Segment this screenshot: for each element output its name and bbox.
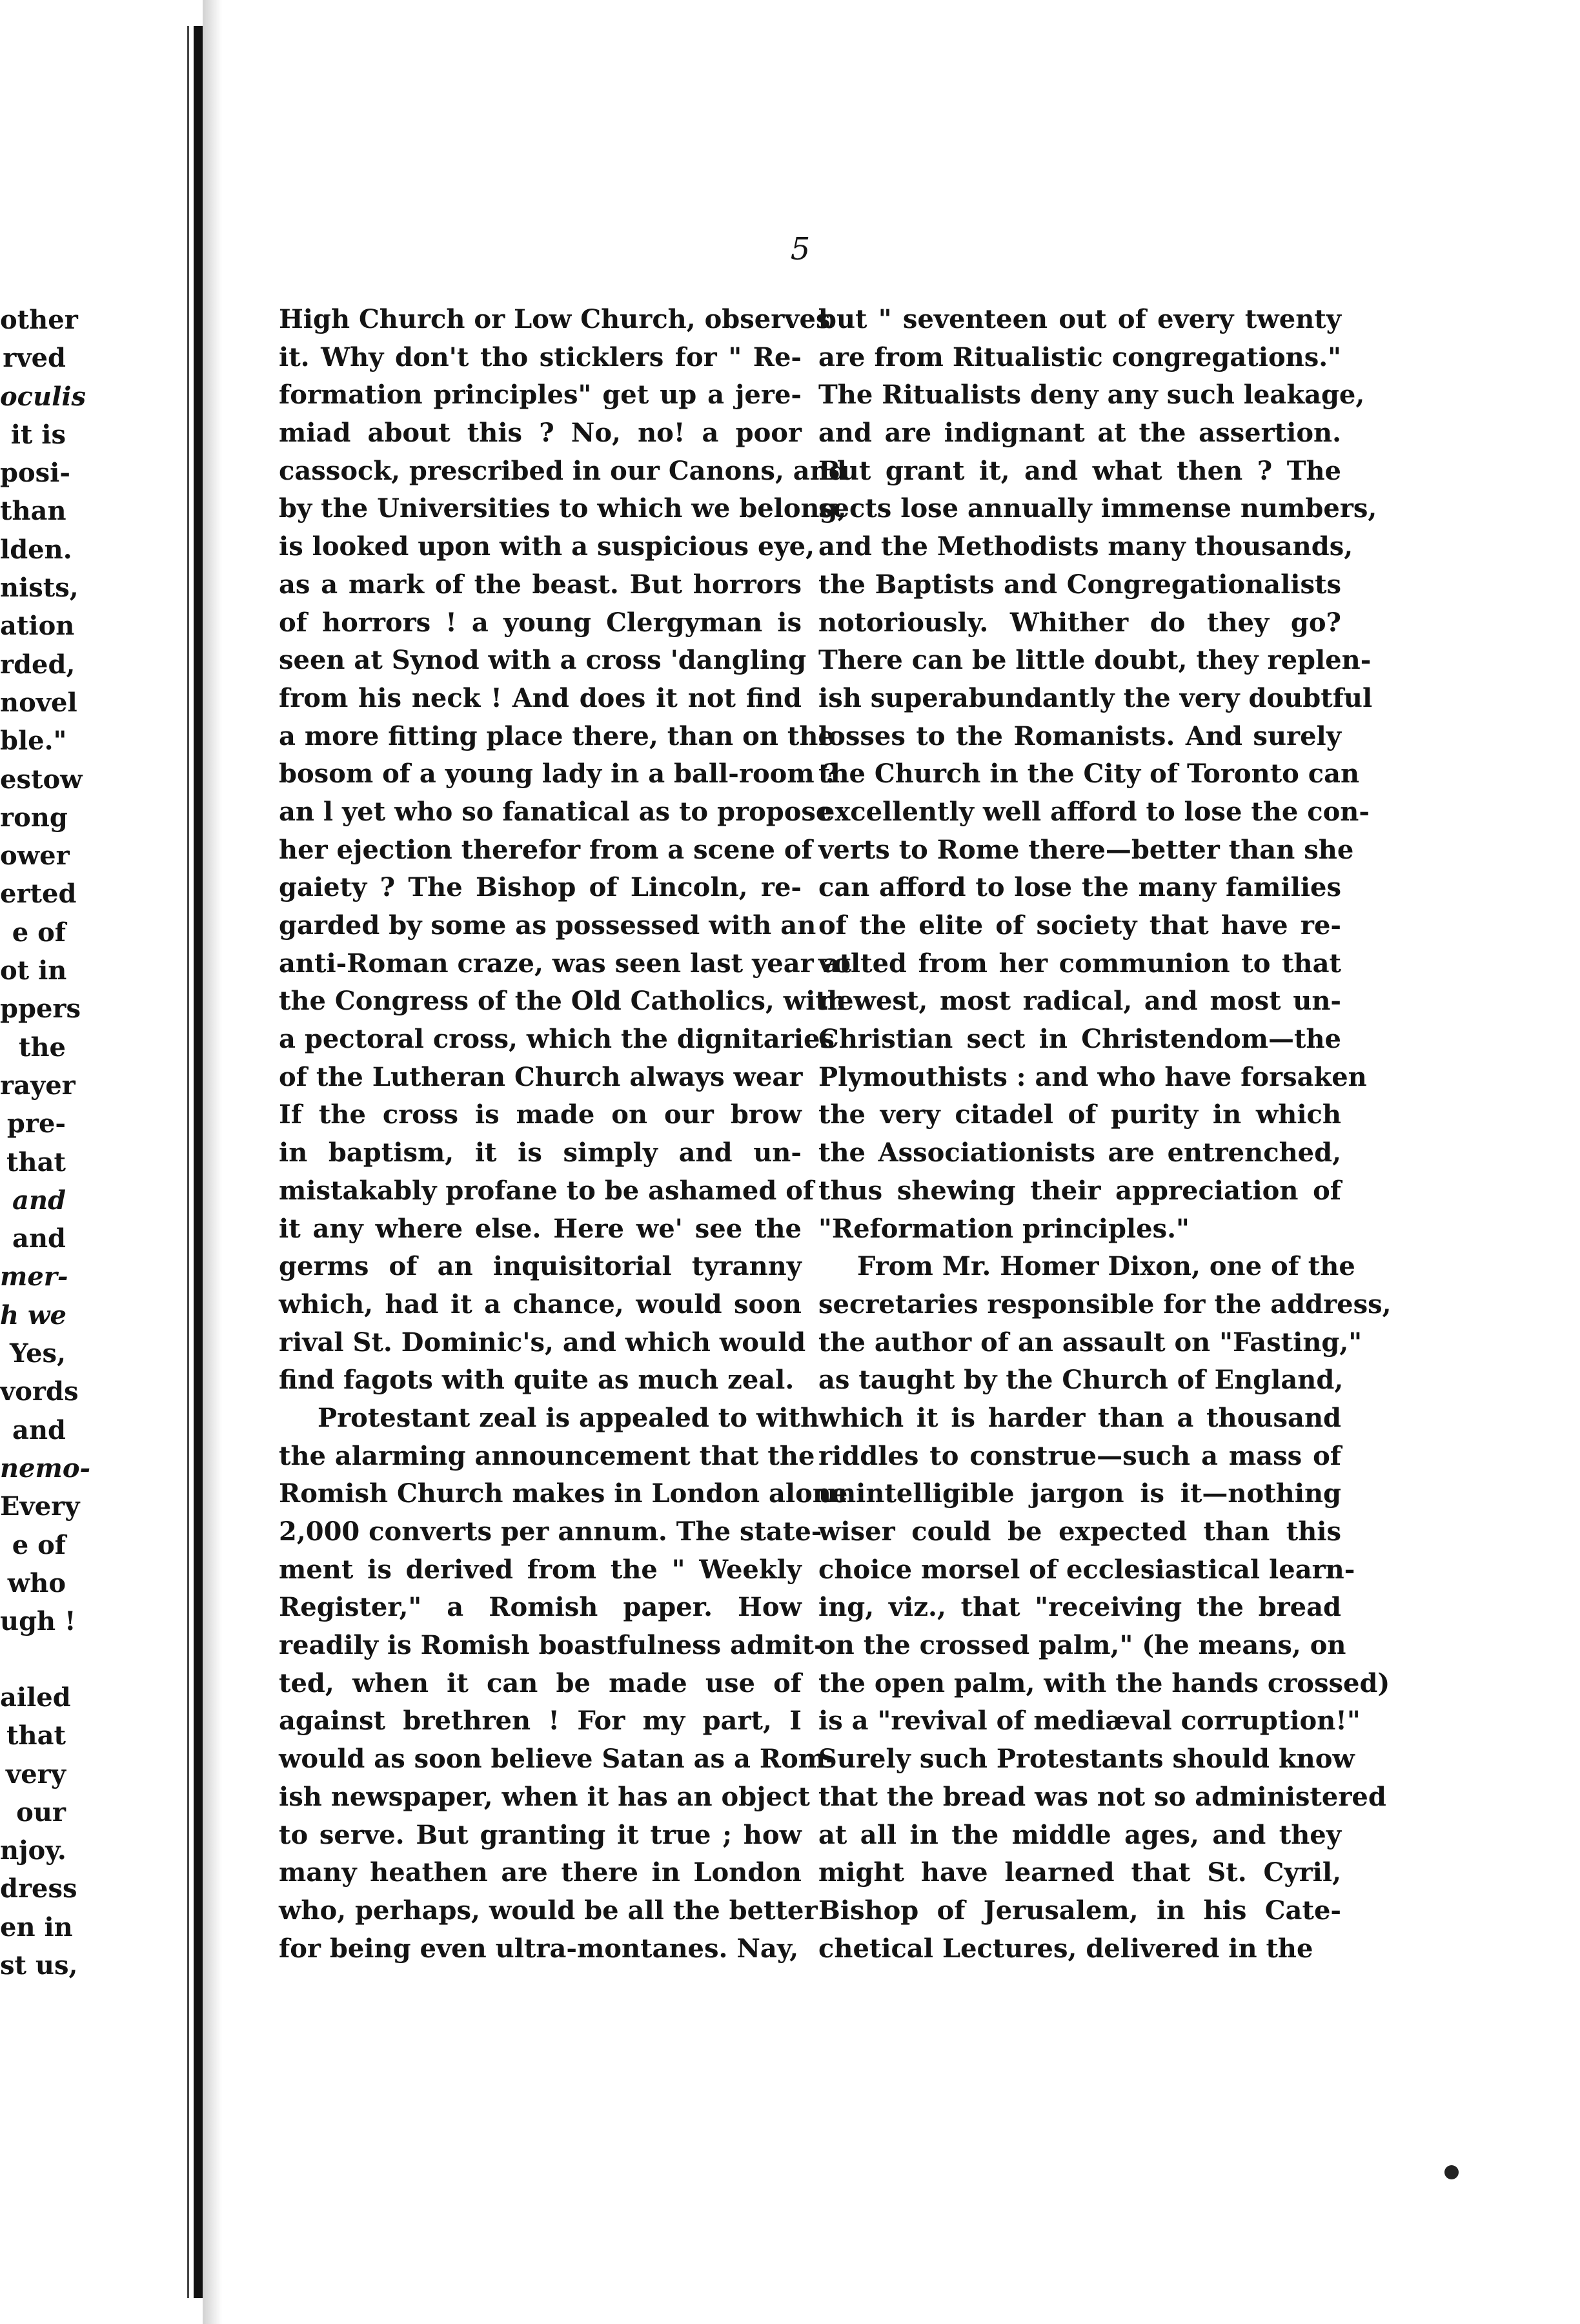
text-line: Protestant zeal is appealed to with [318, 1402, 820, 1433]
text-line: secretaries responsible for the address, [818, 1289, 1392, 1320]
margin-fragment: and [12, 1185, 66, 1216]
margin-fragment: and [12, 1414, 66, 1445]
text-line: garded by some as possessed with an [279, 910, 816, 941]
margin-fragment: ugh ! [0, 1606, 76, 1637]
text-line: Bishop of Jerusalem, in his Cate- [818, 1895, 1341, 1926]
margin-fragment: nemo- [0, 1452, 91, 1483]
text-line: miad about this ? No, no! a poor [279, 418, 802, 449]
text-line: sects lose annually immense numbers, [818, 493, 1377, 524]
margin-fragment: e of [12, 1529, 66, 1560]
text-line: as taught by the Church of England, [818, 1365, 1344, 1396]
text-line: to serve. But granting it true ; how [279, 1819, 802, 1850]
margin-fragment: the [18, 1032, 66, 1063]
text-line: ing, viz., that "receiving the bread [818, 1592, 1341, 1623]
text-line: for being even ultra-montanes. Nay, [279, 1933, 799, 1964]
text-line: can afford to lose the many families [818, 872, 1341, 903]
margin-fragment: erted [0, 879, 77, 910]
text-line: a pectoral cross, which the dignitaries [279, 1024, 835, 1055]
text-line: the Associationists are entrenched, [818, 1137, 1341, 1168]
text-line: anti-Roman craze, was seen last year at [279, 948, 852, 979]
text-line: the Congress of the Old Catholics, with [279, 986, 846, 1017]
text-line: at all in the middle ages, and they [818, 1819, 1341, 1850]
text-line: a more fitting place there, than on the [279, 720, 835, 751]
text-line: newest, most radical, and most un- [818, 986, 1341, 1017]
text-line: unintelligible jargon is it—nothing [818, 1478, 1341, 1509]
margin-fragment: lden. [0, 534, 72, 565]
margin-fragment: rded, [0, 649, 76, 680]
margin-fragment: that [6, 1720, 66, 1751]
text-line: verts to Rome there—better than she [818, 834, 1354, 865]
margin-fragment: rayer [0, 1070, 76, 1101]
text-line: Plymouthists : and who have forsaken [818, 1061, 1367, 1092]
margin-fragment: mer- [0, 1261, 68, 1292]
text-line: gaiety ? The Bishop of Lincoln, re- [279, 872, 802, 903]
text-line: of horrors ! a young Clergyman is [279, 607, 802, 638]
page-fold [194, 26, 203, 2298]
margin-fragment: who [7, 1567, 66, 1598]
text-line: Surely such Protestants should know [818, 1744, 1355, 1775]
text-line: bosom of a young lady in a ball-room ? [279, 759, 839, 790]
margin-fragment: and [12, 1223, 66, 1254]
text-line: but " seventeen out of every twenty [818, 304, 1341, 334]
text-line: But grant it, and what then ? The [818, 455, 1341, 486]
text-line: it any where else. Here we' see the [279, 1213, 802, 1244]
text-line: losses to the Romanists. And surely [818, 720, 1341, 751]
text-line: excellently well afford to lose the con- [818, 796, 1370, 827]
text-line: as a mark of the beast. But horrors [279, 569, 802, 600]
text-line: mistakably profane to be ashamed of [279, 1175, 815, 1206]
text-line: ted, when it can be made use of [279, 1667, 802, 1698]
text-line: in baptism, it is simply and un- [279, 1137, 802, 1168]
text-line: her ejection therefor from a scene of [279, 834, 813, 865]
previous-page-margin-text-lower [0, 1678, 78, 1984]
text-line: The Ritualists deny any such leakage, [818, 380, 1365, 411]
margin-fragment: it is [10, 419, 66, 450]
margin-fragment: posi- [0, 458, 70, 489]
spine-shadow [203, 0, 222, 2324]
text-line: germs of an inquisitorial tyranny [279, 1251, 802, 1282]
text-line: is a "revival of mediæval corruption!" [818, 1706, 1361, 1737]
margin-fragment: rved [3, 343, 66, 374]
left-text-column [279, 301, 852, 1968]
text-line: notoriously. Whither do they go? [818, 607, 1341, 638]
text-line: against brethren ! For my part, I [279, 1706, 802, 1737]
text-line: from his neck ! And does it not find [279, 682, 802, 713]
text-line: the very citadel of purity in which [818, 1099, 1341, 1130]
text-line: are from Ritualistic congregations." [818, 341, 1341, 372]
margin-fragment: Yes, [10, 1338, 66, 1369]
text-line: the Church in the City of Toronto can [818, 759, 1360, 790]
margin-fragment: e of [12, 917, 66, 948]
page-number: 5 [790, 231, 811, 267]
margin-fragment: novel [0, 687, 77, 718]
text-line: From Mr. Homer Dixon, one of the [857, 1251, 1355, 1282]
margin-fragment: estow [0, 764, 83, 795]
text-line: "Reformation principles." [818, 1213, 1190, 1244]
text-line: cassock, prescribed in our Canons, and [279, 455, 847, 486]
margin-fragment: rong [0, 802, 68, 833]
text-line: Christian sect in Christendom—the [818, 1024, 1341, 1055]
text-line: seen at Synod with a cross 'dangling [279, 645, 807, 676]
text-line: might have learned that St. Cyril, [818, 1857, 1341, 1888]
text-line: would as soon believe Satan as a Rom- [279, 1744, 836, 1775]
text-line: ish superabundantly the very doubtful [818, 682, 1373, 713]
text-line: many heathen are there in London [279, 1857, 802, 1888]
text-line: and are indignant at the assertion. [818, 418, 1341, 449]
margin-fragment: Every [0, 1491, 80, 1522]
margin-fragment: vords [0, 1376, 79, 1407]
text-line: rival St. Dominic's, and which would [279, 1327, 806, 1358]
ink-smudge [1444, 2165, 1459, 2179]
margin-fragment: en in [0, 1911, 73, 1942]
text-line: choice morsel of ecclesiastical learn- [818, 1554, 1355, 1585]
margin-fragment: ot in [0, 955, 67, 986]
text-line: which, had it a chance, would soon [279, 1289, 802, 1320]
previous-page-margin-text [0, 301, 91, 1640]
margin-fragment: our [16, 1797, 66, 1828]
text-line: the author of an assault on "Fasting," [818, 1327, 1362, 1358]
margin-fragment: nists, [0, 573, 79, 604]
margin-fragment: st us, [0, 1950, 78, 1981]
text-line: is looked upon with a suspicious eye, [279, 531, 815, 562]
margin-fragment: oculis [0, 381, 86, 412]
text-line: volted from her communion to that [818, 948, 1341, 979]
text-line: that the bread was not so administered [818, 1781, 1386, 1812]
text-line: wiser could be expected than this [818, 1516, 1341, 1547]
text-line: riddles to construe—such a mass of [818, 1440, 1341, 1471]
text-line: of the elite of society that have re- [818, 910, 1341, 941]
text-line: If the cross is made on our brow [279, 1099, 802, 1130]
text-line: by the Universities to which we belong, [279, 493, 847, 524]
text-line: the Baptists and Congregationalists [818, 569, 1341, 600]
text-line: ish newspaper, when it has an object [279, 1781, 810, 1812]
text-line: and the Methodists many thousands, [818, 531, 1353, 562]
text-line: chetical Lectures, delivered in the [818, 1933, 1313, 1964]
text-line: on the crossed palm," (he means, on [818, 1630, 1346, 1661]
text-line: readily is Romish boastfulness admit- [279, 1630, 825, 1661]
text-line: ment is derived from the " Weekly [279, 1554, 802, 1585]
margin-fragment: dress [0, 1873, 77, 1904]
text-line: which it is harder than a thousand [818, 1402, 1341, 1433]
text-line: Register," a Romish paper. How [279, 1592, 802, 1623]
margin-fragment: ation [0, 611, 75, 642]
text-line: Romish Church makes in London alone [279, 1478, 848, 1509]
margin-fragment: ower [0, 841, 70, 872]
text-line: the alarming announcement that the [279, 1440, 815, 1471]
text-line: who, perhaps, would be all the better [279, 1895, 818, 1926]
gutter-line [187, 26, 189, 2298]
text-line: There can be little doubt, they replen- [818, 645, 1372, 676]
text-line: of the Lutheran Church always wear [279, 1061, 803, 1092]
text-line: formation principles" get up a jere- [279, 380, 802, 411]
margin-fragment: ailed [0, 1682, 71, 1713]
margin-fragment: that [6, 1147, 66, 1177]
text-line: it. Why don't tho sticklers for " Re- [279, 341, 802, 372]
margin-fragment: njoy. [0, 1835, 66, 1866]
text-line: thus shewing their appreciation of [818, 1175, 1341, 1206]
margin-fragment: pre- [6, 1108, 66, 1139]
margin-fragment: other [0, 305, 78, 335]
text-line: High Church or Low Church, observes [279, 304, 831, 334]
margin-fragment: ble." [0, 726, 67, 757]
text-line: the open palm, with the hands crossed) [818, 1667, 1390, 1698]
margin-fragment: h we [0, 1300, 66, 1330]
text-line: find fagots with quite as much zeal. [279, 1365, 795, 1396]
text-line: an l yet who so fanatical as to propose [279, 796, 833, 827]
margin-fragment: than [0, 496, 66, 527]
right-text-column [818, 301, 1392, 1968]
margin-fragment: ppers [0, 994, 81, 1024]
text-line: 2,000 converts per annum. The state- [279, 1516, 822, 1547]
margin-fragment: very [5, 1758, 66, 1789]
